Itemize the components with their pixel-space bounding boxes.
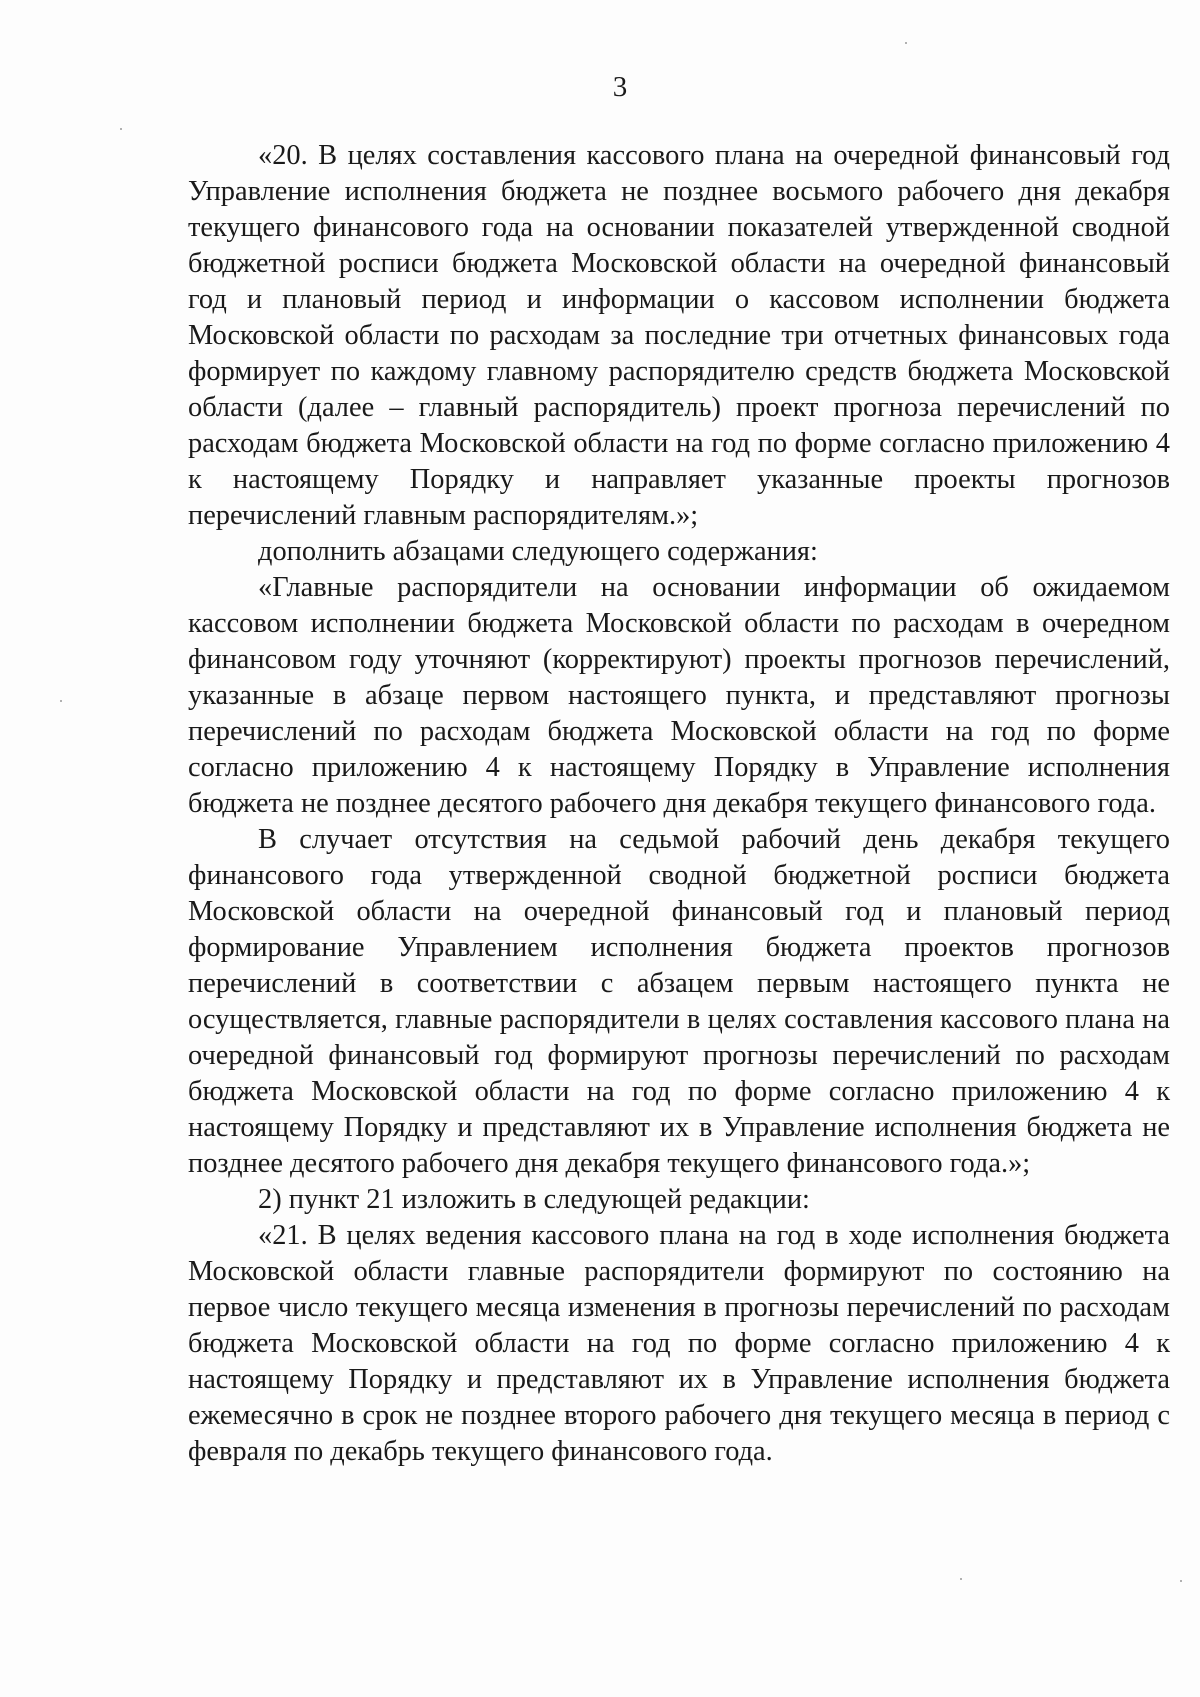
paragraph-item-21-intro: 2) пункт 21 изложить в следующей редакции: xyxy=(258,1184,810,1215)
scan-speck xyxy=(960,1578,962,1580)
page-number: 3 xyxy=(612,71,628,103)
document-body xyxy=(188,138,1170,1470)
paragraph-supplement-intro: дополнить абзацами следующего содержания: xyxy=(258,536,818,567)
paragraph-main-distributors: «Главные распорядители на основании информации об ожидаемом кассовом исполнении бюджета Московской области по расходам в очередном финансовом году уточняют (корректируют) проекты прогнозов перечислений, указанные в абзаце первом настоящего пункта, и представляют прогнозы перечислений по расходам бюджета Московской области на год по форме согласно приложению 4 к настоящему Порядку в Управление исполнения бюджета не позднее десятого рабочего дня декабря текущего финансового года. xyxy=(188,572,1170,819)
scan-speck xyxy=(60,700,62,702)
paragraph-absence-case: В случает отсутствия на седьмой рабочий день декабря текущего финансового года утвержденной сводной бюджетной росписи бюджета Московской области на очередной финансовый год и плановый период формирование Управлением исполнения бюджета проектов прогнозов перечислений в соответствии с абзацем первым настоящего пункта не осуществляется, главные распорядители в целях составления кассового плана на очередной финансовый год формируют прогнозы перечислений по расходам бюджета Московской области на год по форме согласно приложению 4 к настоящему Порядку и представляют их в Управление исполнения бюджета не позднее десятого рабочего дня декабря текущего финансового года.»; xyxy=(188,824,1170,1179)
paragraph-item-20: «20. В целях составления кассового плана на очередной финансовый год Управление исполнения бюджета не позднее восьмого рабочего дня декабря текущего финансового года на основании показателей утвержденной сводной бюджетной росписи бюджета Московской области на очередной финансовый год и плановый период и информации о кассовом исполнении бюджета Московской области по расходам за последние три отчетных финансовых года формирует по каждому главному распорядителю средств бюджета Московской области (далее – главный распорядитель) проект прогноза перечислений по расходам бюджета Московской области на год по форме согласно приложению 4 к настоящему Порядку и направляет указанные проекты прогнозов перечислений главным распорядителям.»; xyxy=(188,140,1170,531)
scan-speck xyxy=(905,42,907,44)
scan-speck xyxy=(120,128,122,130)
paragraph-item-21: «21. В целях ведения кассового плана на год в ходе исполнения бюджета Московской области главные распорядители формируют по состоянию на первое число текущего месяца изменения в прогнозы перечислений по расходам бюджета Московской области на год по форме согласно приложению 4 к настоящему Порядку и представляют их в Управление исполнения бюджета ежемесячно в срок не позднее второго рабочего дня текущего месяца в период с февраля по декабрь текущего финансового года. xyxy=(188,1220,1170,1467)
scan-speck xyxy=(1180,1580,1182,1582)
